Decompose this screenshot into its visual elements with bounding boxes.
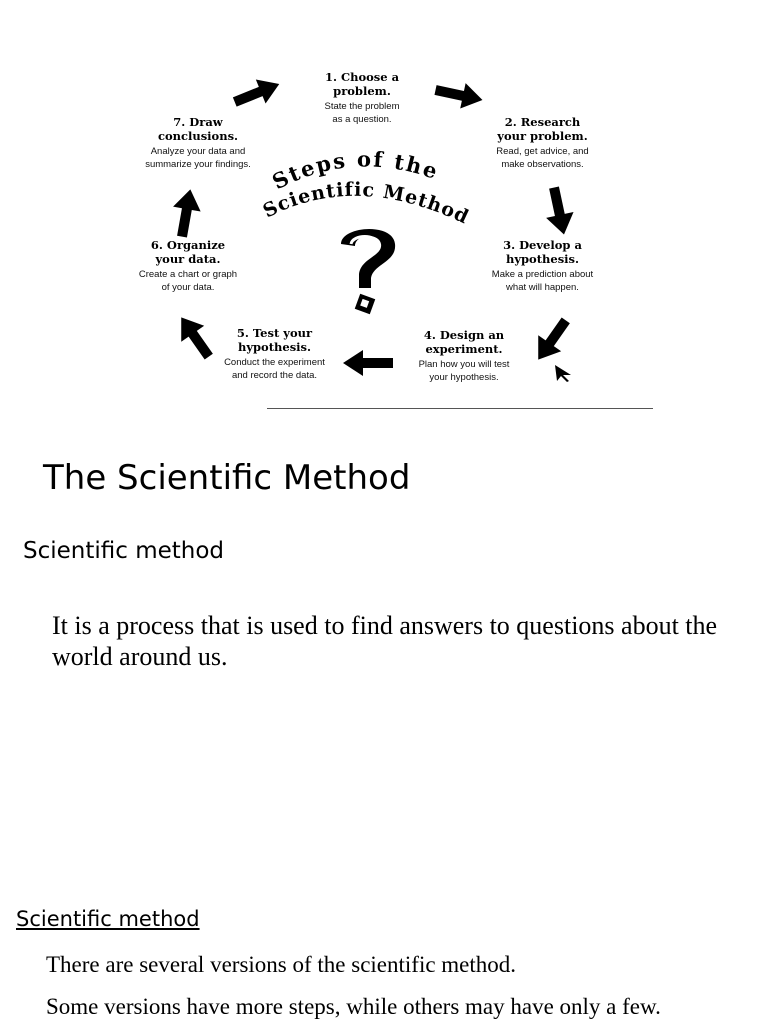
section1-text: It is a process that is used to find answers to questions about the world around us. (52, 611, 718, 671)
cursor-mark-icon (553, 363, 573, 383)
center-title-line2: Scientific Method (259, 178, 473, 229)
step-3 (475, 238, 610, 294)
arrow-6-to-7-icon (169, 188, 203, 240)
page-title: The Scientific Method (43, 458, 411, 498)
step-5 (207, 326, 342, 382)
arrow-3-to-4-icon (530, 313, 574, 367)
step-4-title: 4. Design an experiment. (423, 328, 505, 356)
section2-line2: Some versions have more steps, while others may have only a few. (46, 994, 661, 1019)
section1-title: Scientific method (23, 538, 225, 564)
step-1-title: 1. Choose a problem. (324, 70, 400, 98)
step-1 (297, 70, 427, 126)
section2-line1: There are several versions of the scientific method. (46, 952, 517, 977)
step-6 (129, 238, 247, 294)
step-2 (475, 115, 610, 171)
center-title-line1: Steps of the (268, 148, 443, 195)
question-mark-icon (333, 222, 403, 322)
step-1-desc: State the problem as a question. (324, 101, 400, 125)
step-6-title: 6. Organize your data. (150, 238, 226, 266)
step-7-desc: Analyze your data and summarize your findings. (145, 146, 251, 170)
scientific-method-figure (137, 8, 653, 412)
step-3-title: 3. Develop a hypothesis. (503, 238, 582, 266)
step-5-title: 5. Test your hypothesis. (236, 326, 313, 354)
arrow-2-to-3-icon (539, 184, 579, 238)
section2-title: Scientific method (16, 907, 200, 931)
figure-divider (267, 408, 653, 409)
step-2-desc: Read, get advice, and make observations. (496, 146, 589, 170)
step-2-title: 2. Research your problem. (497, 115, 588, 143)
arrow-7-to-1-icon (231, 78, 283, 108)
step-7-title: 7. Draw conclusions. (157, 115, 239, 143)
arrow-4-to-5-icon (341, 348, 395, 378)
step-3-desc: Make a prediction about what will happen. (491, 269, 594, 293)
step-4-desc: Plan how you will test your hypothesis. (418, 359, 510, 383)
step-6-desc: Create a chart or graph of your data. (138, 269, 238, 293)
step-5-desc: Conduct the experiment and record the data. (224, 357, 325, 381)
arrow-1-to-2-icon (433, 80, 485, 110)
step-7 (137, 115, 259, 171)
arrow-5-to-6-icon (175, 312, 215, 362)
step-4 (399, 328, 529, 384)
